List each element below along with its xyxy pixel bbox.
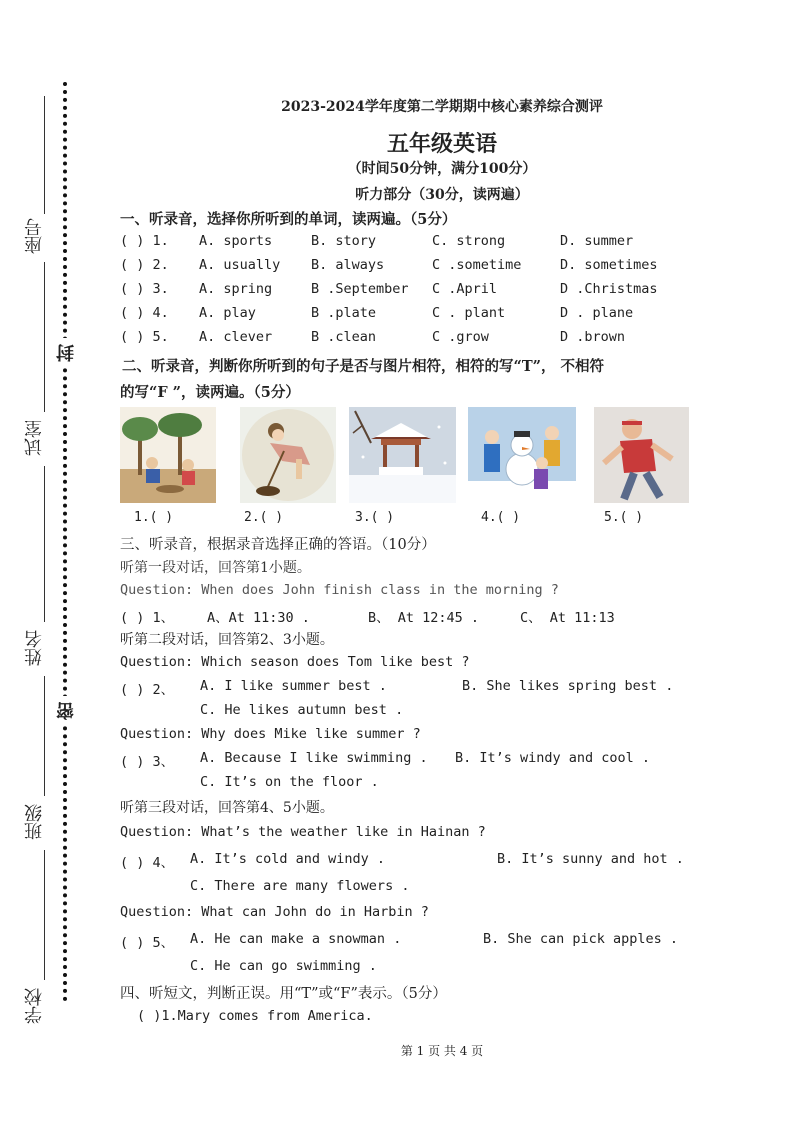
s3-answer-5-option-b: B. She can pick apples . [483,931,679,947]
s3-answer-4-option-c: C. There are many flowers . [190,878,410,894]
option-c: C .April [432,281,498,297]
option-a: A. spring [199,281,273,297]
option-b: B. story [311,233,377,249]
picture-5-label[interactable]: 5.( ) [604,510,644,525]
school-label: 学校 [24,988,45,1024]
section3-question-3: Question: Why does Mike like summer ? [120,726,421,742]
picture-snowy-pavilion [349,407,456,503]
picture-kids-building-snowman [468,407,576,503]
section3-part1-hint: 听第一段对话，回答第1小题。 [120,560,311,576]
option-c: C .grow [432,329,489,345]
s3-answer-3-option-c: C. It’s on the floor . [200,774,379,790]
section4-title: 四、听短文，判断正误。用“T”或“F”表示。（5分） [120,986,447,1002]
picture-2-label[interactable]: 2.( ) [244,510,284,525]
section4-item-1[interactable]: ( )1.Mary comes from America. [137,1008,373,1024]
s3-answer-1-option-c: C、 At 11:13 [520,610,615,626]
option-d: D . plane [560,305,634,321]
s3-answer-3-number[interactable]: ( ) 3、 [120,754,175,770]
picture-boy-running [594,407,689,503]
question-number[interactable]: ( ) 1. [120,233,169,249]
question-number[interactable]: ( ) 4. [120,305,169,321]
picture-4-label[interactable]: 4.( ) [481,510,521,525]
option-b: B .clean [311,329,377,345]
picture-girl-sweeping-floor [240,407,336,503]
question-number[interactable]: ( ) 2. [120,257,169,273]
option-a: A. sports [199,233,273,249]
class-line [44,676,45,796]
question-number[interactable]: ( ) 5. [120,329,169,345]
s3-answer-2-option-b: B. She likes spring best . [462,678,674,694]
option-a: A. play [199,305,256,321]
option-c: C . plant [432,305,506,321]
school-line [44,850,45,980]
section2-title-line1: 二、听录音，判断你所听到的句子是否与图片相符，相符的写“T”， 不相符 [122,358,605,375]
s3-answer-1-option-b: B、 At 12:45 . [368,610,480,626]
picture-1-label[interactable]: 1.( ) [134,510,174,525]
picture-children-planting-trees [120,407,216,503]
s3-answer-2-option-a: A. I like summer best . [200,678,387,694]
option-d: D. summer [560,233,634,249]
seal-char-feng: 封 [54,338,76,368]
option-c: C .sometime [432,257,522,273]
question-number[interactable]: ( ) 3. [120,281,169,297]
s3-answer-3-option-a: A. Because I like swimming . [200,750,428,766]
class-label: 班级 [24,804,45,840]
option-b: B. always [311,257,385,273]
s3-answer-1-number[interactable]: ( ) 1、 [120,610,175,626]
seat-number-label: 座号 [24,218,45,254]
section2-title-line2: 的写“F ”，读两遍。（5分） [120,384,300,401]
option-d: D .brown [560,329,626,345]
time-info: （时间50分钟，满分100分） [347,161,537,177]
section1-title: 一、听录音，选择你所听到的单词，读两遍。（5分） [120,211,457,228]
section3-question-5: Question: What can John do in Harbin ? [120,904,429,920]
seal-dotted-line [63,82,71,1002]
page-footer: 第 1 页 共 4 页 [400,1044,484,1058]
s3-answer-2-number[interactable]: ( ) 2、 [120,682,175,698]
option-d: D. sometimes [560,257,658,273]
section3-part3-hint: 听第三段对话，回答第4、5小题。 [120,800,334,816]
s3-answer-1-option-a: A、At 11:30 . [207,610,310,626]
exam-room-label: 试室 [24,420,45,456]
option-a: A. clever [199,329,273,345]
exam-room-line [44,262,45,412]
binding-margin [0,0,90,1122]
exam-title: 2023-2024学年度第二学期期中核心素养综合测评 [281,99,603,115]
option-b: B .plate [311,305,377,321]
section3-question-1: Question: When does John finish class in the morning ? [120,582,559,598]
option-b: B .September [311,281,409,297]
name-line [44,466,45,622]
s3-answer-5-number[interactable]: ( ) 5、 [120,935,175,951]
s3-answer-5-option-c: C. He can go swimming . [190,958,377,974]
picture-3-label[interactable]: 3.( ) [355,510,395,525]
section3-question-2: Question: Which season does Tom like best ? [120,654,470,670]
option-a: A. usually [199,257,281,273]
subject-title: 五年级英语 [386,131,497,157]
s3-answer-4-option-a: A. It’s cold and windy . [190,851,386,867]
s3-answer-4-option-b: B. It’s sunny and hot . [497,851,684,867]
s3-answer-2-option-c: C. He likes autumn best . [200,702,404,718]
section3-part2-hint: 听第二段对话，回答第2、3小题。 [120,632,334,648]
seal-char-mi: 密 [54,696,76,726]
s3-answer-4-number[interactable]: ( ) 4、 [120,855,175,871]
seat-number-line [44,96,45,214]
option-d: D .Christmas [560,281,658,297]
option-c: C. strong [432,233,506,249]
listening-part-title: 听力部分（30分，读两遍） [355,187,529,203]
s3-answer-5-option-a: A. He can make a snowman . [190,931,402,947]
section3-title: 三、听录音，根据录音选择正确的答语。（10分） [120,537,436,553]
name-label: 姓名 [24,630,45,666]
section3-question-4: Question: What’s the weather like in Hainan ? [120,824,486,840]
s3-answer-3-option-b: B. It’s windy and cool . [455,750,651,766]
